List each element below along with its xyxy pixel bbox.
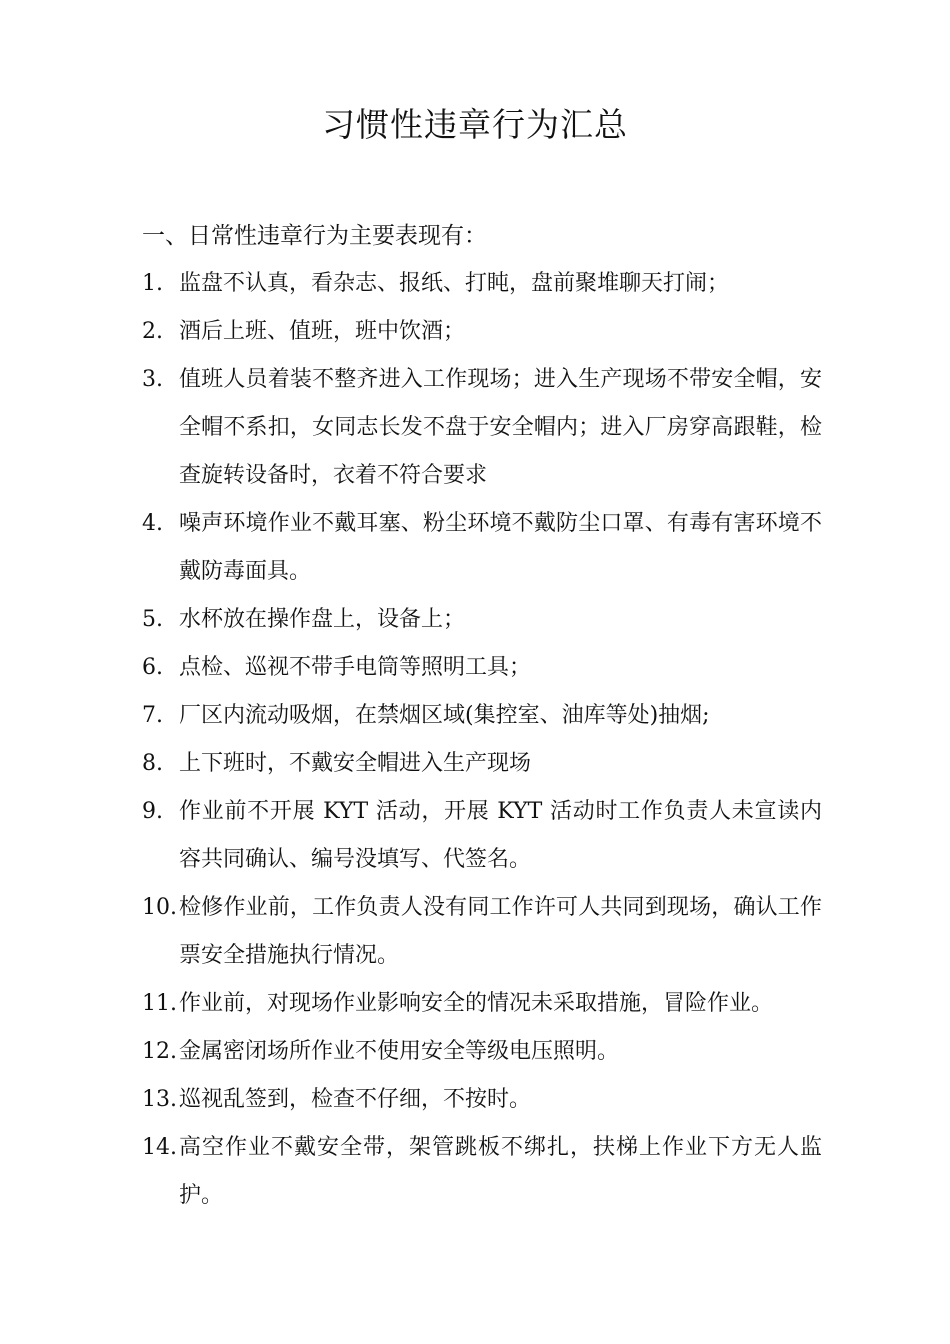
item-number: 14. bbox=[142, 1135, 177, 1160]
item-text: 上下班时，不戴安全帽进入生产现场 bbox=[179, 751, 532, 776]
item-text: 噪声环境作业不戴耳塞、粉尘环境不戴防尘口罩、有毒有害环境不戴防毒面具。 bbox=[179, 511, 822, 584]
item-number: 12. bbox=[142, 1039, 177, 1064]
list-item bbox=[142, 1028, 822, 1076]
item-text: 巡视乱签到，检查不仔细，不按时。 bbox=[179, 1087, 532, 1112]
item-text: 点检、巡视不带手电筒等照明工具； bbox=[179, 655, 532, 680]
item-number: 1. bbox=[142, 271, 163, 296]
item-number: 6. bbox=[142, 655, 163, 680]
item-text: 金属密闭场所作业不使用安全等级电压照明。 bbox=[179, 1039, 620, 1064]
item-text: 酒后上班、值班，班中饮酒； bbox=[179, 319, 466, 344]
list-item bbox=[142, 980, 822, 1028]
item-number: 2. bbox=[142, 319, 163, 344]
list-item bbox=[142, 500, 822, 596]
item-number: 9. bbox=[142, 799, 163, 824]
item-text: 厂区内流动吸烟，在禁烟区域(集控室、油库等处)抽烟; bbox=[179, 703, 710, 728]
item-number: 8. bbox=[142, 751, 163, 776]
item-number: 4. bbox=[142, 511, 163, 536]
item-number: 7. bbox=[142, 703, 163, 728]
item-number: 10. bbox=[142, 895, 177, 920]
item-number: 5. bbox=[142, 607, 163, 632]
list-item bbox=[142, 740, 822, 788]
list-item bbox=[142, 308, 822, 356]
list-item bbox=[142, 1076, 822, 1124]
item-text: 监盘不认真，看杂志、报纸、打盹，盘前聚堆聊天打闹； bbox=[179, 271, 730, 296]
list-item bbox=[142, 788, 822, 884]
item-text: 值班人员着装不整齐进入工作现场；进入生产现场不带安全帽，安全帽不系扣，女同志长发不盘于安全帽内；进入厂房穿高跟鞋，检查旋转设备时，衣着不符合要求 bbox=[179, 367, 822, 488]
list-item bbox=[142, 644, 822, 692]
list-item bbox=[142, 884, 822, 980]
item-text: 检修作业前，工作负责人没有同工作许可人共同到现场，确认工作票安全措施执行情况。 bbox=[179, 895, 822, 968]
violations-list bbox=[142, 260, 822, 1220]
item-text: 水杯放在操作盘上，设备上； bbox=[179, 607, 466, 632]
list-item bbox=[142, 692, 822, 740]
item-text: 高空作业不戴安全带，架管跳板不绑扎，扶梯上作业下方无人监护。 bbox=[179, 1135, 822, 1208]
list-item bbox=[142, 1124, 822, 1220]
list-item bbox=[142, 260, 822, 308]
list-item bbox=[142, 356, 822, 500]
item-number: 3. bbox=[142, 367, 163, 392]
violations-section bbox=[142, 212, 822, 1220]
list-item bbox=[142, 596, 822, 644]
item-number: 13. bbox=[142, 1087, 177, 1112]
section-heading: 一、日常性违章行为主要表现有： bbox=[142, 223, 487, 249]
item-number: 11. bbox=[142, 991, 177, 1016]
item-text: 作业前不开展 KYT 活动，开展 KYT 活动时工作负责人未宣读内容共同确认、编号没填写、代签名。 bbox=[179, 799, 822, 872]
item-text: 作业前，对现场作业影响安全的情况未采取措施，冒险作业。 bbox=[179, 991, 774, 1016]
document-title: 习惯性违章行为汇总 bbox=[322, 105, 628, 144]
